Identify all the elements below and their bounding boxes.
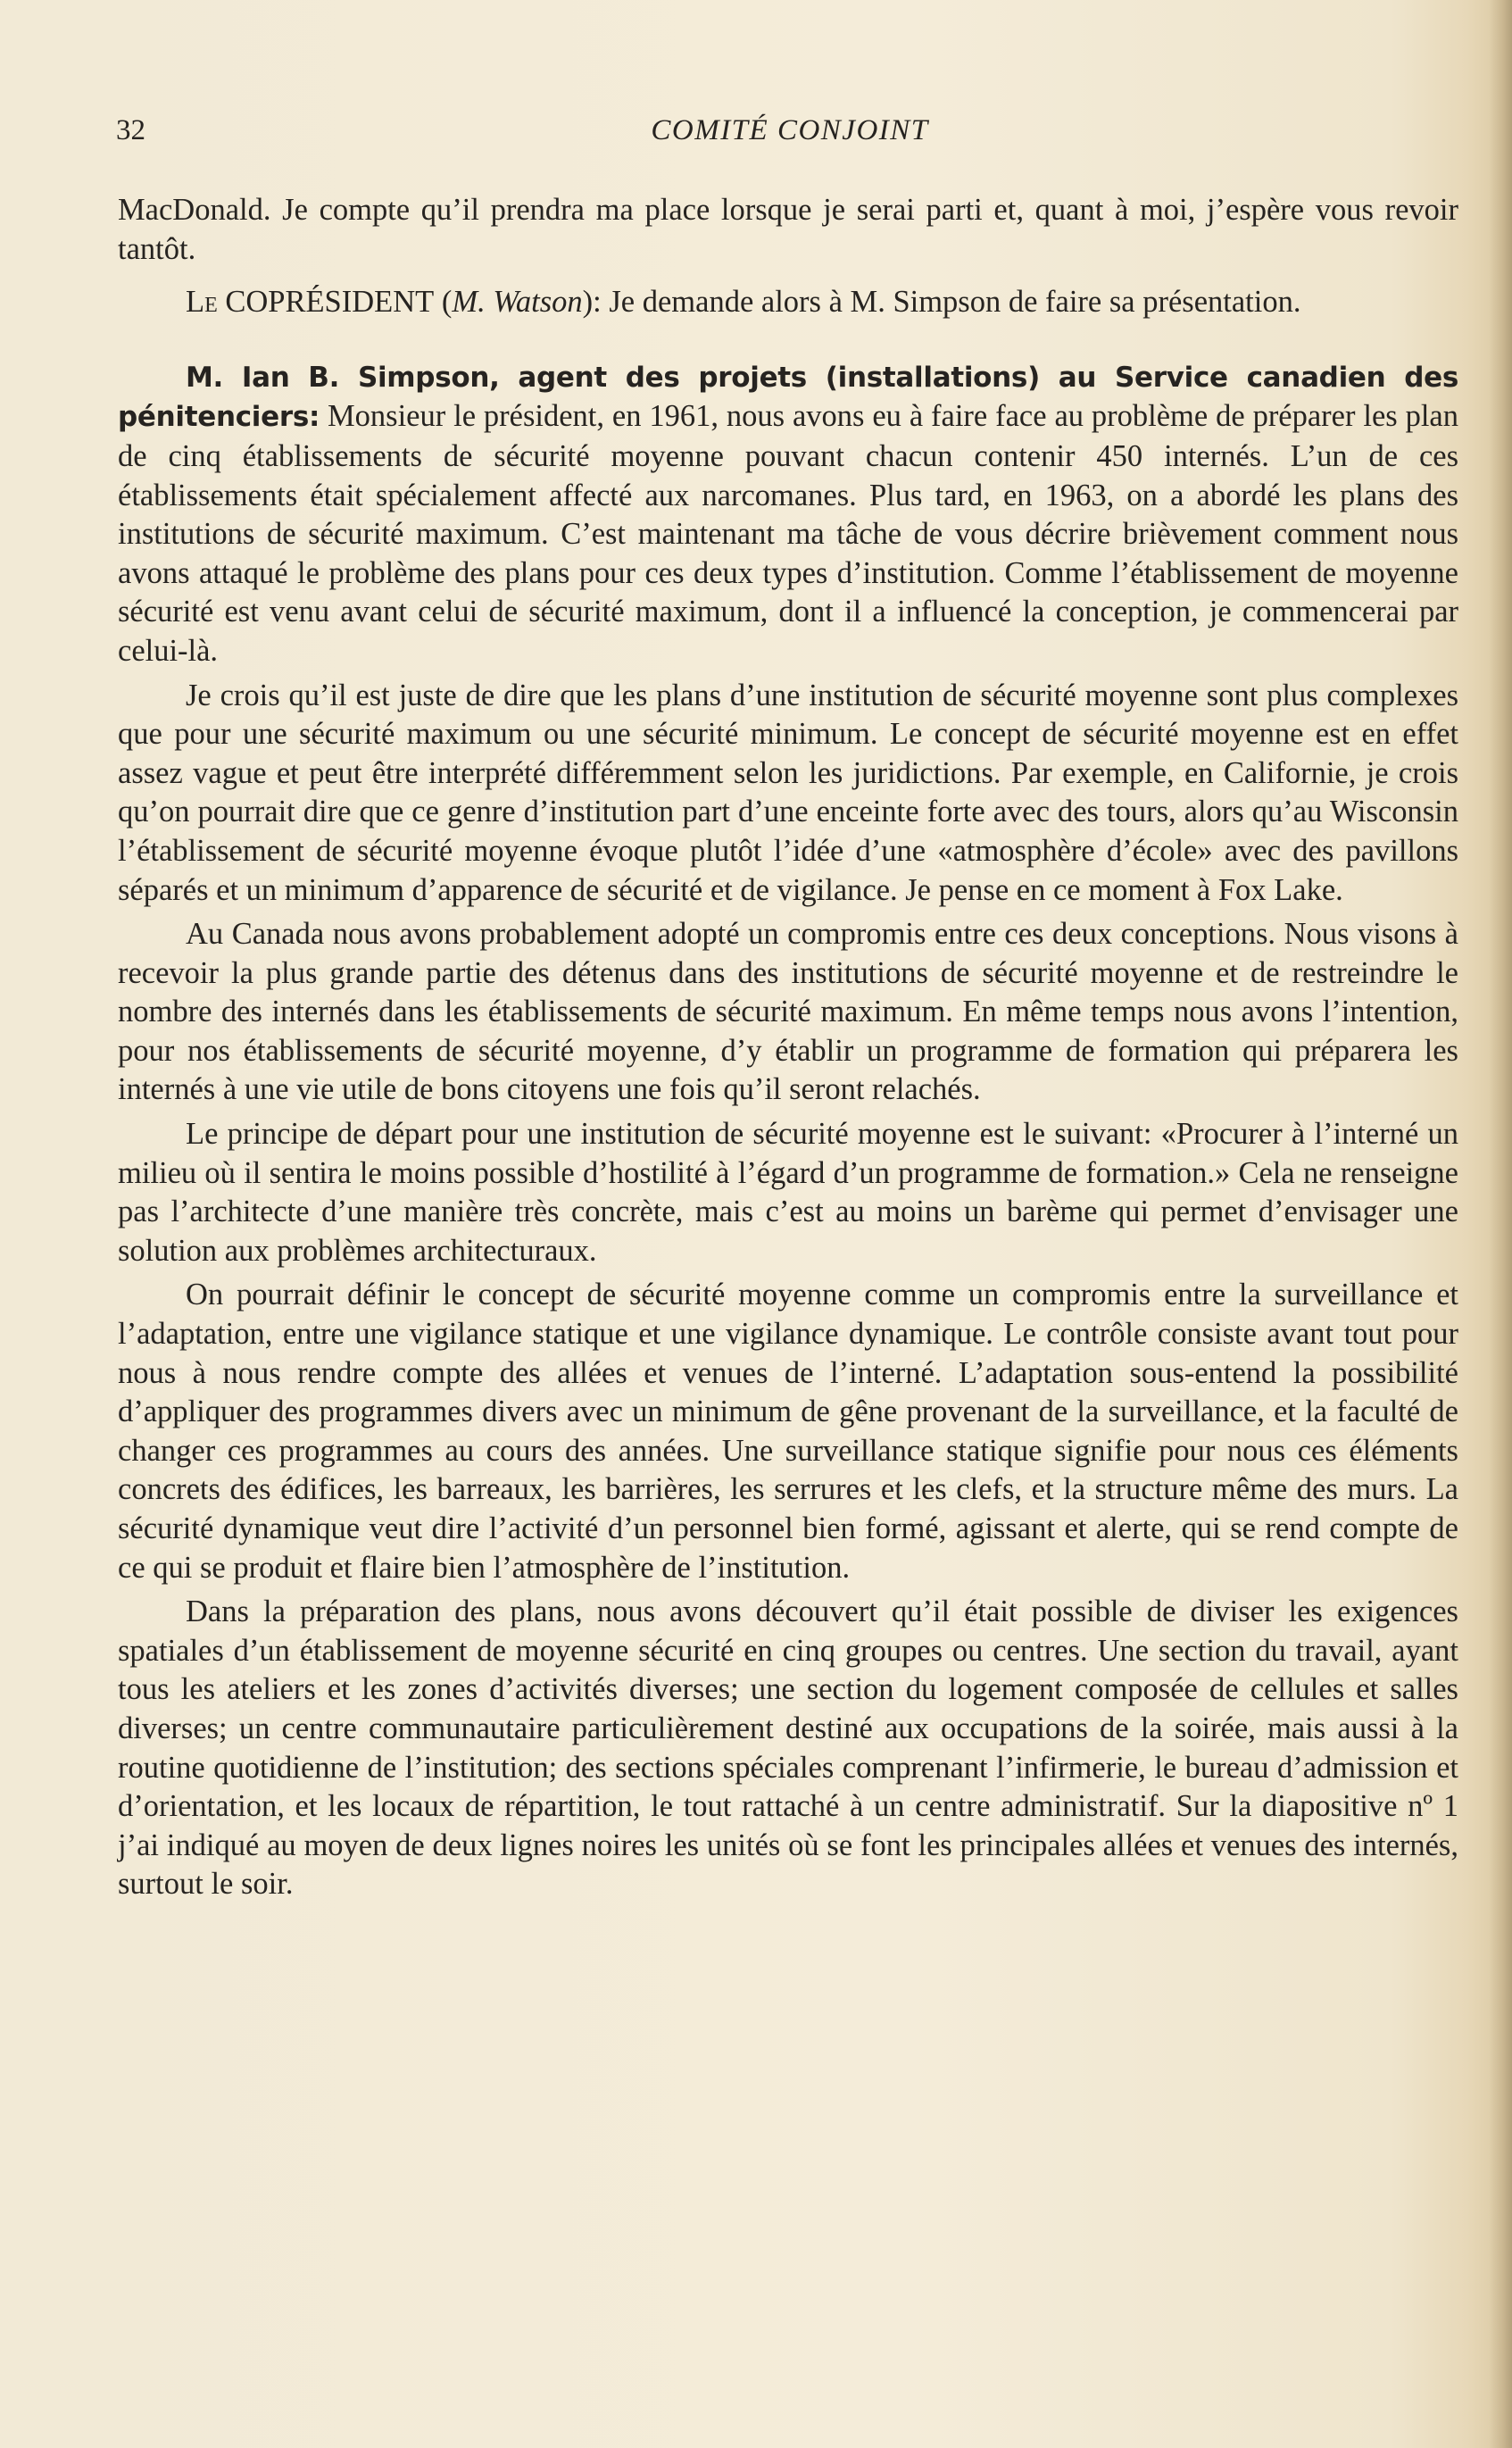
paragraph-continuation: MacDonald. Je compte qu’il prendra ma place lorsque je serai parti et, quant à moi, j’espère vous revoir tantôt. [118,193,1458,266]
paragraph: Dans la préparation des plans, nous avons découvert qu’il était possible de diviser les exigences spatiales d’un établissement de moyenne sécurité en cinq groupes ou centres. Une section du travail, ayant tous les ateliers et les zones d’activités diverses; une section du logement composée de cellules et salles diverses; un centre communautaire particulièrement destiné aux occupations de la soirée, mais aussi à la routine quotidienne de l’institution; des sections spéciales comprenant l’infirmerie, le bureau d’admission et d’orientation, et les locaux de répartition, le tout rattaché à un centre administratif. Sur la diapositive nº 1 j’ai indiqué au moyen de deux lignes noires les unités où se font les principales allées et venues des internés, surtout le soir. [118,1595,1458,1902]
page-binding-shadow [1489,0,1512,2448]
paragraph: On pourrait définir le concept de sécurité moyenne comme un compromis entre la surveillance et l’adaptation, entre une vigilance statique et une vigilance dynamique. Le contrôle consiste avant tout pour nous à nous rendre compte des allées et venues de l’interné. L’adaptation sous-entend la possibilité d’appliquer des programmes divers avec un minimum de gêne provenant de la surveillance, et la faculté de changer ces programmes au cours des années. Une surveillance statique signifie pour nous ces éléments concrets des édifices, les barreaux, les barrières, les serrures et les clefs, et la structure même des murs. La sécurité dynamique veut dire l’activité d’un personnel bien formé, agissant et alerte, qui se rend compte de ce qui se produit et flaire bien l’atmosphère de l’institution. [118,1278,1458,1585]
paragraph: Le principe de départ pour une institution de sécurité moyenne est le suivant: «Procurer à l’interné un milieu où il sentira le moins possible d’hostilité à l’égard d’un programme de formation.» Cela ne renseigne pas l’architecte d’une manière très concrète, mais c’est au moins un barème qui permet d’envisager une solution aux problèmes architecturaux. [118,1117,1458,1268]
running-head-title: COMITÉ CONJOINT [651,114,929,146]
page-header [116,114,1464,154]
speaker-heading: M. Ian B. Simpson, agent des projets (installations) au Service canadien des pénitenciers: [118,361,1458,434]
paragraph: Je crois qu’il est juste de dire que les plans d’une institution de sécurité moyenne sont plus complexes que pour une sécurité maximum ou une sécurité minimum. Le concept de sécurité moyenne est en effet assez vague et peut être interprété différemment selon les juridictions. Par exemple, en Californie, je crois qu’on pourrait dire que ce genre d’institution part d’une enceinte forte avec des tours, alors qu’au Wisconsin l’établissement de sécurité moyenne évoque plutôt l’idée d’une «atmosphère d’école» avec des pavillons séparés et un minimum d’apparence de sécurité et de vigilance. Je pense en ce moment à Fox Lake. [118,678,1458,907]
speaker-name: M. Watson [452,285,583,320]
page-number: 32 [116,114,145,146]
document-body [118,191,1458,1904]
paragraph-simpson-intro: M. Ian B. Simpson, agent des projets (installations) au Service canadien des pénitenciers: Monsieur le président, en 1961, nous avons eu à faire face au problème de préparer les plan de cinq établissements de sécurité moyenne pouvant chacun contenir 450 internés. L’un de ces établissements était spécialement affecté aux narcomanes. Plus tard, en 1963, on a abordé les plans des institutions de sécurité maximum. C’est maintenant ma tâche de vous décrire brièvement comment nous avons attaqué le problème des plans pour ces deux types d’institution. Comme l’établissement de moyenne sécurité est venu avant celui de sécurité maximum, dont il a influencé la conception, je commencerai par celui-là. [118,361,1458,668]
speaker-role: Le COPRÉSIDENT [186,285,435,320]
paragraph: Au Canada nous avons probablement adopté un compromis entre ces deux conceptions. Nous visons à recevoir la plus grande partie des détenus dans des institutions de sécurité moyenne et de restreindre le nombre des internés dans les établissements de sécurité maximum. En même temps nous avons l’intention, pour nos établissements de sécurité moyenne, d’y établir un programme de formation qui préparera les internés à une vie utile de bons citoyens une fois qu’il seront relachés. [118,917,1458,1107]
paragraph-copresident: Le COPRÉSIDENT (M. Watson): Je demande alors à M. Simpson de faire sa présentation. [186,285,1301,320]
